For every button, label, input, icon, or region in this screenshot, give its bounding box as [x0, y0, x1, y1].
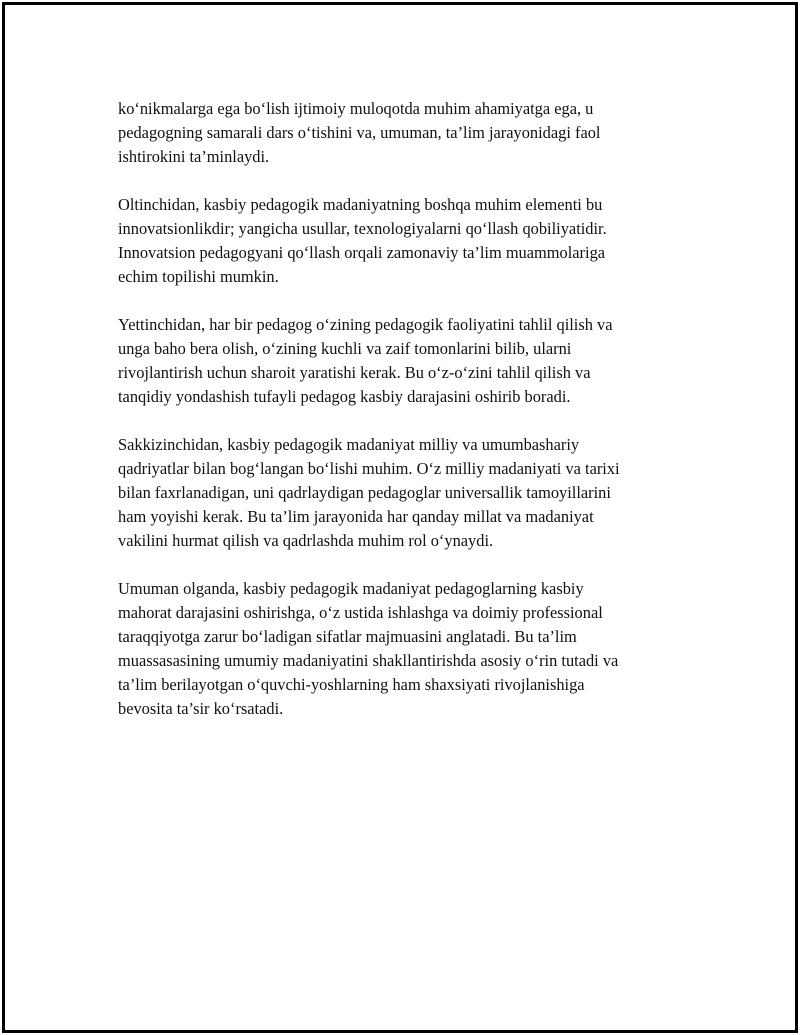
text-line: bevosita ta’sir ko‘rsatadi.: [118, 699, 284, 718]
document-page: [2, 2, 798, 1033]
text-line: muassasasining umumiy madaniyatini shakllantirishda asosiy o‘rin tutadi va: [118, 651, 619, 670]
text-line: Innovatsion pedagogyani qo‘llash orqali zamonaviy ta’lim muammolariga: [118, 243, 606, 262]
text-line: Umuman olganda, kasbiy pedagogik madaniyat pedagoglarning kasbiy: [118, 579, 584, 598]
text-line: Sakkizinchidan, kasbiy pedagogik madaniyat milliy va umumbashariy: [118, 435, 580, 454]
paragraph-4: [118, 433, 698, 553]
text-line: innovatsionlikdir; yangicha usullar, texnologiyalarni qo‘llash qobiliyatidir.: [118, 219, 607, 238]
text-line: qadriyatlar bilan bog‘langan bo‘lishi muhim. O‘z milliy madaniyati va tarixi: [118, 459, 620, 478]
text-line: echim topilishi mumkin.: [118, 267, 279, 286]
text-line: ham yoyishi kerak. Bu ta’lim jarayonida har qanday millat va madaniyat: [118, 507, 594, 526]
text-line: Oltinchidan, kasbiy pedagogik madaniyatning boshqa muhim elementi bu: [118, 195, 603, 214]
text-line: Yettinchidan, har bir pedagog o‘zining pedagogik faoliyatini tahlil qilish va: [118, 315, 613, 334]
paragraph-3: [118, 313, 698, 409]
text-line: unga baho bera olish, o‘zining kuchli va zaif tomonlarini bilib, ularni: [118, 339, 572, 358]
text-line: rivojlantirish uchun sharoit yaratishi kerak. Bu o‘z-o‘zini tahlil qilish va: [118, 363, 591, 382]
text-line: mahorat darajasini oshirishga, o‘z ustida ishlashga va doimiy professional: [118, 603, 603, 622]
text-line: bilan faxrlanadigan, uni qadrlaydigan pedagoglar universallik tamoyillarini: [118, 483, 611, 502]
text-line: ta’lim berilayotgan o‘quvchi-yoshlarning ham shaxsiyati rivojlanishiga: [118, 675, 585, 694]
document-body: [118, 97, 698, 745]
text-line: vakilini hurmat qilish va qadrlashda muhim rol o‘ynaydi.: [118, 531, 494, 550]
text-line: ko‘nikmalarga ega bo‘lish ijtimoiy muloqotda muhim ahamiyatga ega, u: [118, 99, 594, 118]
text-line: pedagogning samarali dars o‘tishini va, umuman, ta’lim jarayonidagi faol: [118, 123, 601, 142]
paragraph-5: [118, 577, 698, 721]
text-line: tanqidiy yondashish tufayli pedagog kasbiy darajasini oshirib boradi.: [118, 387, 571, 406]
text-line: taraqqiyotga zarur bo‘ladigan sifatlar majmuasini anglatadi. Bu ta’lim: [118, 627, 577, 646]
paragraph-2: [118, 193, 698, 289]
text-line: ishtirokini ta’minlaydi.: [118, 147, 270, 166]
paragraph-1: [118, 97, 698, 169]
